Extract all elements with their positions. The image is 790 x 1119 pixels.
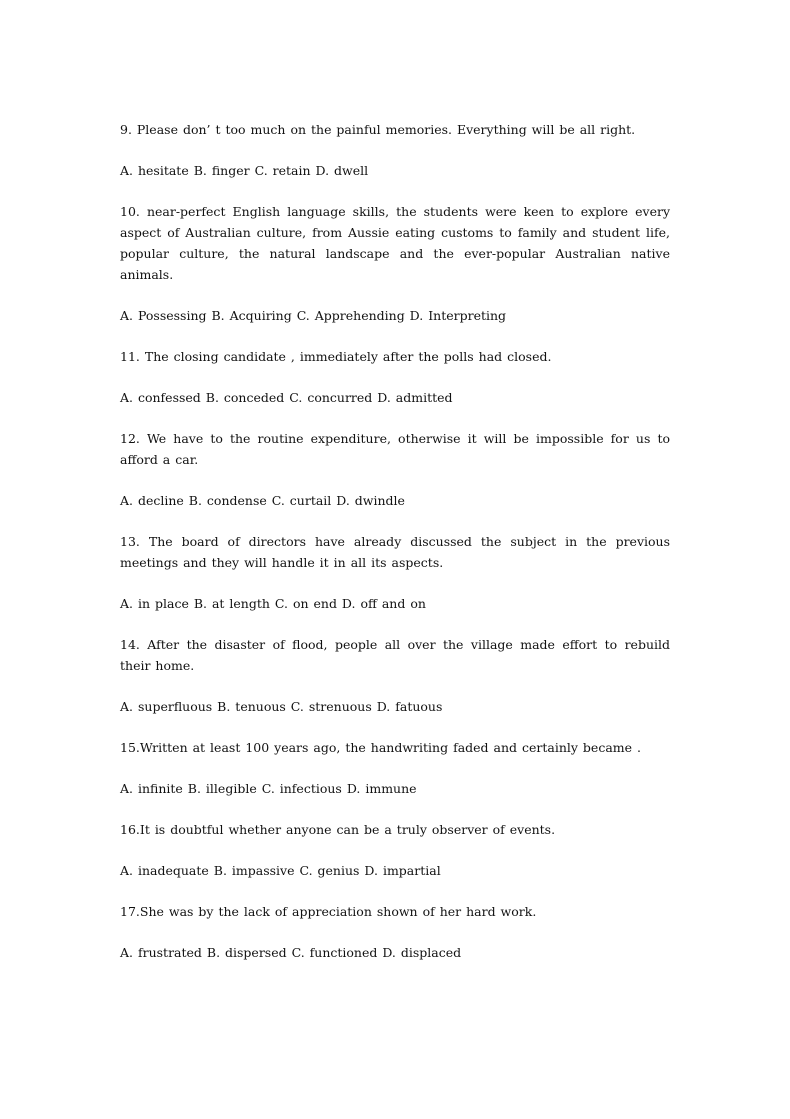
question-9-options: A. hesitate B. finger C. retain D. dwell <box>120 163 369 178</box>
question-14-stem: 14. After the disaster of flood, people all over the village made effort to rebuild their home. <box>120 637 670 673</box>
question-17-stem: 17.She was by the lack of appreciation shown of her hard work. <box>120 904 537 919</box>
document-page <box>120 119 670 983</box>
question-16-options: A. inadequate B. impassive C. genius D. impartial <box>120 863 441 878</box>
question-13-stem: 13. The board of directors have already discussed the subject in the previous meetings and they will handle it in all its aspects. <box>120 534 670 570</box>
question-11-options: A. confessed B. conceded C. concurred D. admitted <box>120 390 453 405</box>
question-12-stem: 12. We have to the routine expenditure, otherwise it will be impossible for us to afford a car. <box>120 431 670 467</box>
question-10-options: A. Possessing B. Acquiring C. Apprehending D. Interpreting <box>120 308 507 323</box>
question-16-stem: 16.It is doubtful whether anyone can be a truly observer of events. <box>120 822 556 837</box>
question-13-options: A. in place B. at length C. on end D. off and on <box>120 596 426 611</box>
question-15-options: A. infinite B. illegible C. infectious D. immune <box>120 781 417 796</box>
question-14-options: A. superfluous B. tenuous C. strenuous D. fatuous <box>120 699 443 714</box>
question-15-stem: 15.Written at least 100 years ago, the handwriting faded and certainly became . <box>120 740 641 755</box>
question-10-stem: 10. near-perfect English language skills, the students were keen to explore every aspect of Australian culture, from Aussie eating customs to family and student life, popular culture, the natural landscape and the ever-popular Australian native animals. <box>120 204 670 282</box>
question-17-options: A. frustrated B. dispersed C. functioned D. displaced <box>120 945 462 960</box>
question-11-stem: 11. The closing candidate , immediately after the polls had closed. <box>120 349 552 364</box>
question-9-stem: 9. Please don’ t too much on the painful memories. Everything will be all right. <box>120 122 636 137</box>
question-12-options: A. decline B. condense C. curtail D. dwindle <box>120 493 405 508</box>
